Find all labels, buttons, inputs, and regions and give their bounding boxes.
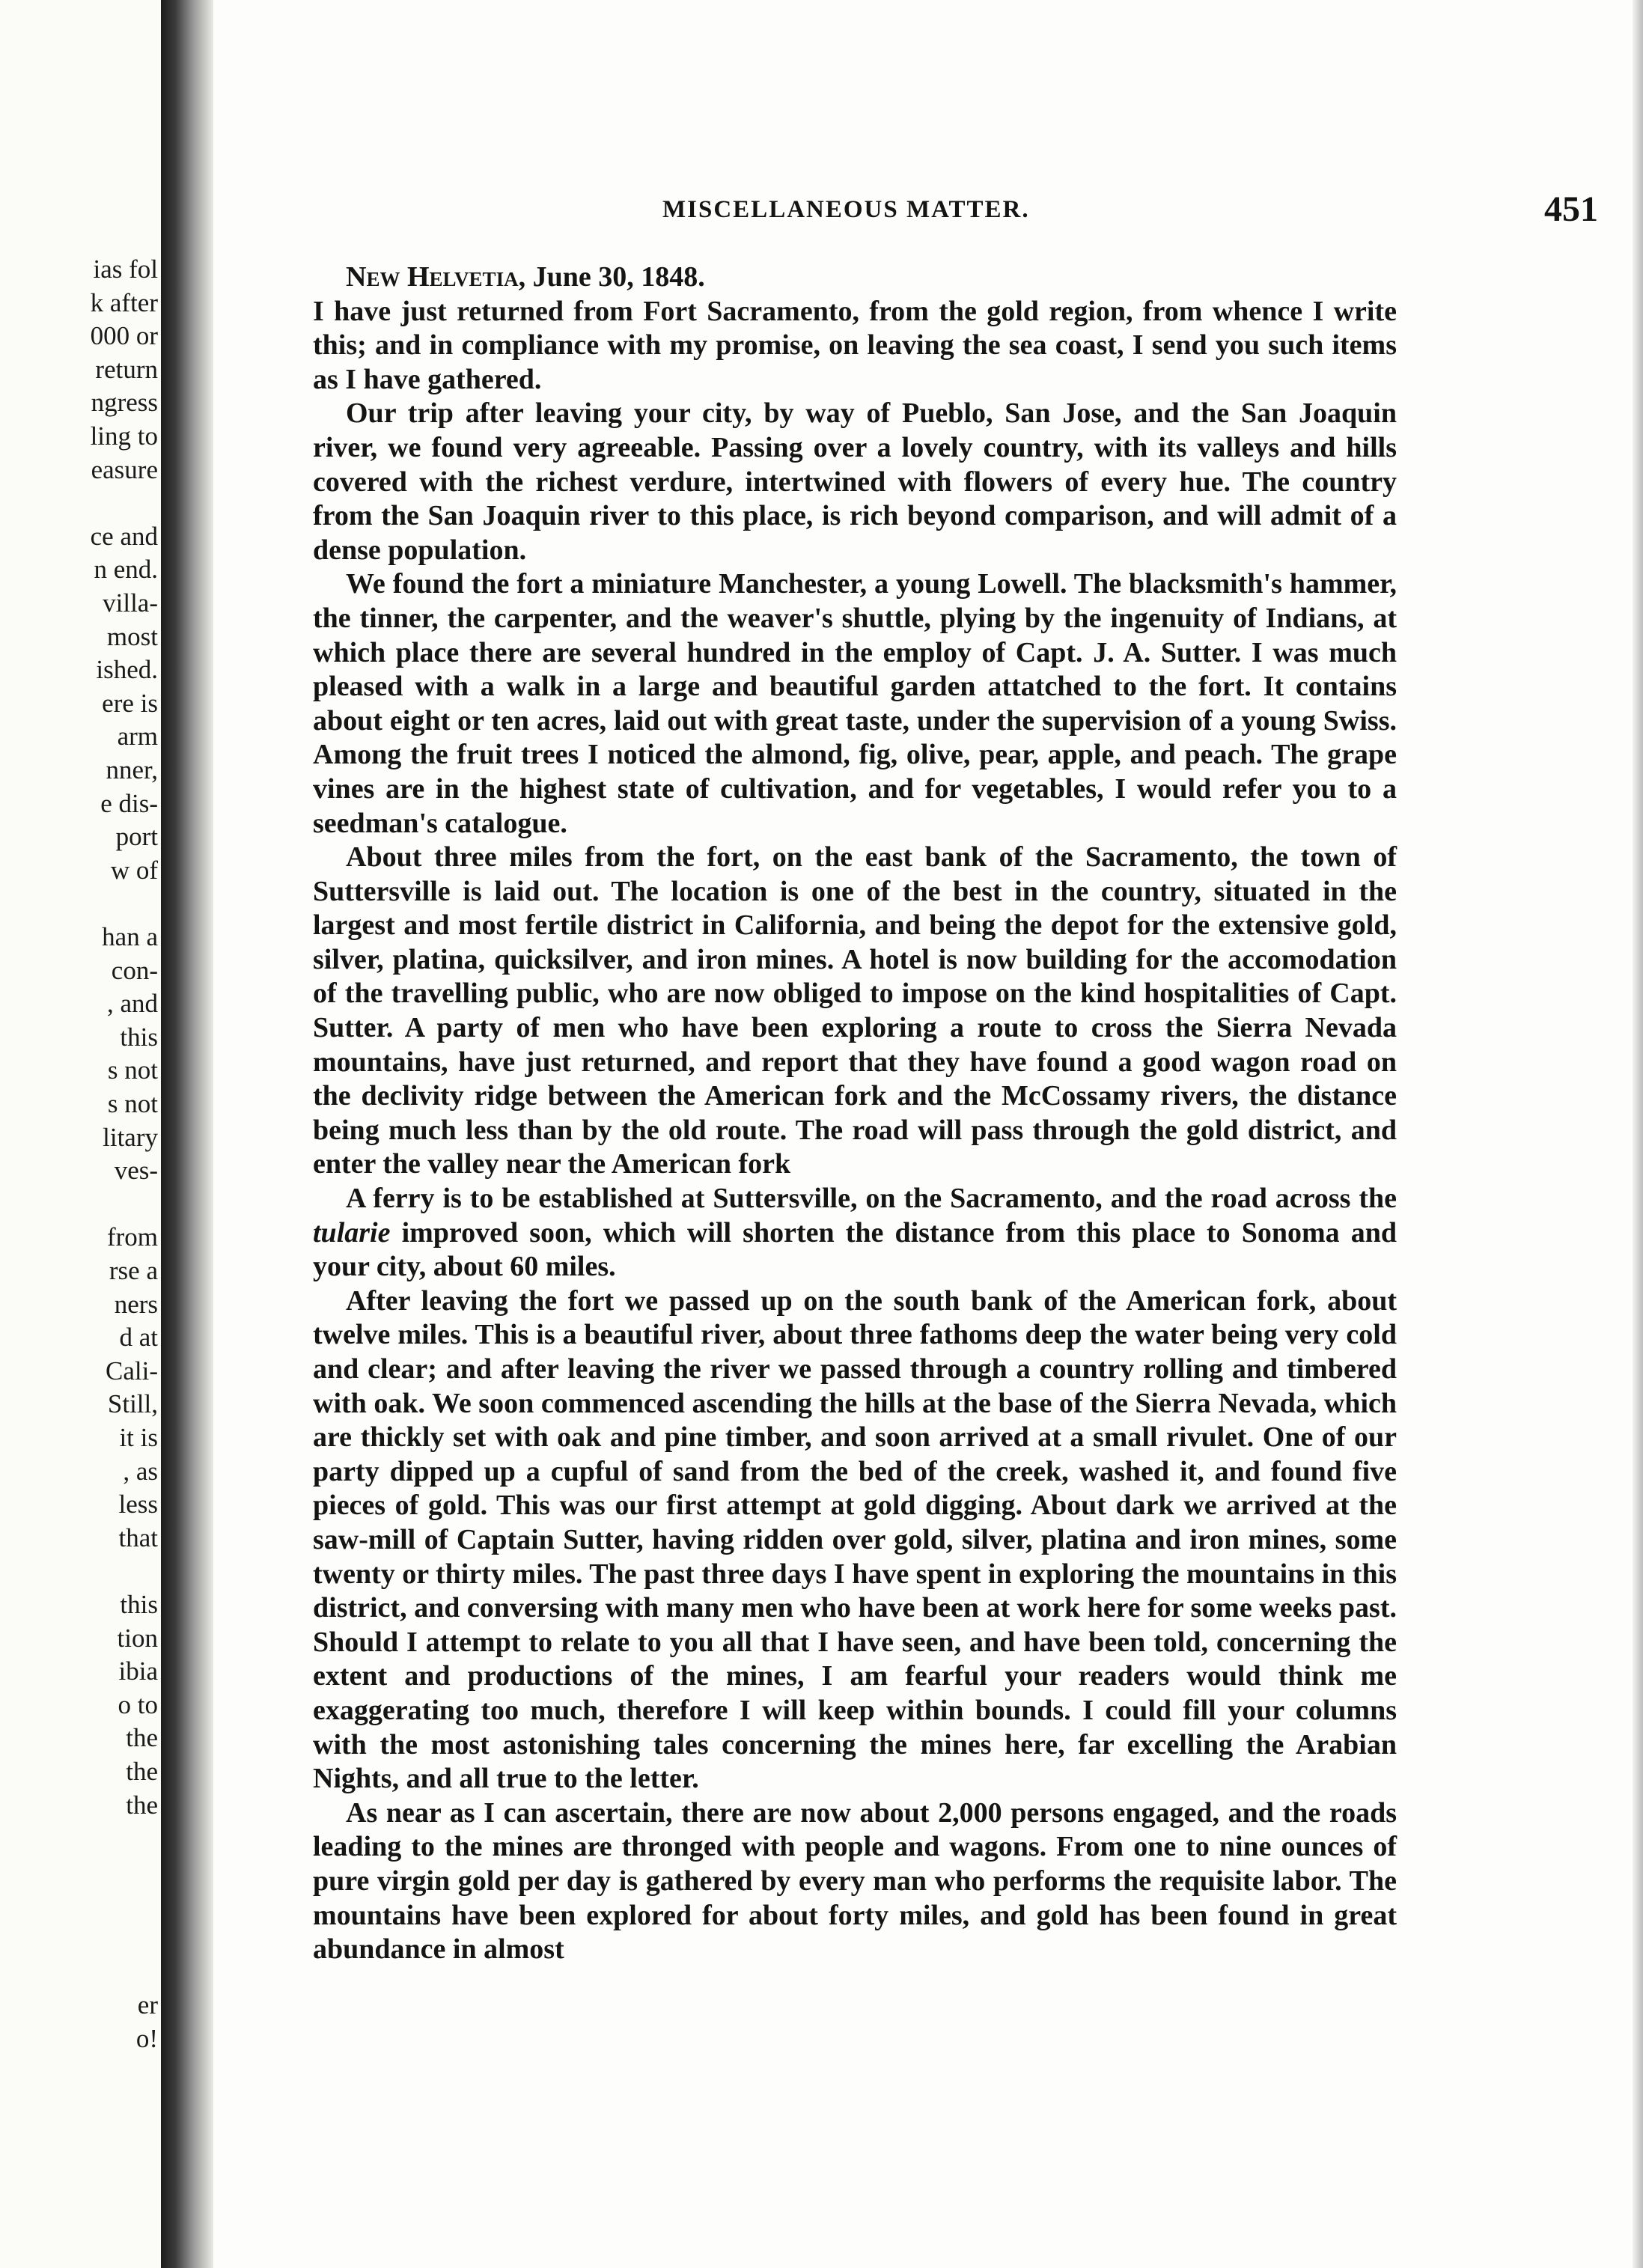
- margin-text-fragment: ners: [114, 1289, 158, 1319]
- margin-text-fragment: this: [120, 1590, 158, 1619]
- paragraph: Our trip after leaving your city, by way of Pueblo, San Jose, and the San Joaquin river, we found very agreeable. Passing over a lovely country, with its valleys and hills covered with the richest verdure, intertwined with flowers of every hue. The country from the San Joaquin river to this place, is rich beyond comparison, and will admit of a dense population.: [313, 397, 1397, 566]
- dateline-place: New Helvetia,: [346, 261, 526, 293]
- margin-text-fragment: Still,: [107, 1389, 158, 1419]
- margin-text-fragment: s not: [107, 1089, 158, 1118]
- running-head: MISCELLANEOUS MATTER.: [662, 196, 1030, 223]
- margin-text-fragment: o to: [118, 1689, 158, 1719]
- margin-text-fragment: ished.: [96, 655, 158, 685]
- margin-text-fragment: this: [120, 1022, 158, 1052]
- margin-text-fragment: tion: [117, 1623, 158, 1653]
- dateline: [313, 260, 1397, 295]
- margin-text-fragment: er: [137, 1990, 158, 2020]
- book-gutter-shadow: [161, 0, 213, 2268]
- margin-text-fragment: rse a: [109, 1256, 158, 1285]
- margin-text-fragment: ibia: [118, 1656, 158, 1686]
- margin-text-fragment: port: [115, 822, 158, 852]
- margin-text-fragment: ngress: [91, 388, 158, 418]
- paragraph: [313, 1182, 1397, 1284]
- margin-text-fragment: con-: [111, 955, 158, 985]
- margin-text-fragment: the: [126, 1790, 158, 1820]
- letter-body: [313, 260, 1397, 1967]
- margin-text-fragment: arm: [117, 722, 158, 752]
- paragraph-text: A ferry is to be established at Suttersville, on the Sacramento, and the road across the: [346, 1183, 1397, 1215]
- dateline-date: June 30, 1848.: [532, 261, 705, 293]
- paragraph: I have just returned from Fort Sacramento, from the gold region, from whence I write this; and in compliance with my promise, on leaving the sea coast, I send you such items as I have gathered.: [313, 295, 1397, 395]
- previous-page-fragment: [0, 0, 161, 2268]
- margin-text-fragment: return: [95, 354, 158, 384]
- margin-text-fragment: it is: [119, 1423, 158, 1452]
- margin-text-fragment: , and: [106, 989, 158, 1019]
- margin-text-fragment: han a: [102, 922, 158, 951]
- margin-text-fragment: that: [118, 1522, 158, 1552]
- margin-text-fragment: Cali-: [106, 1356, 158, 1386]
- margin-text-fragment: k after: [90, 287, 158, 317]
- margin-text-fragment: ere is: [102, 688, 158, 718]
- margin-text-fragment: s not: [107, 1055, 158, 1085]
- page-number: 451: [1544, 189, 1598, 229]
- paragraph: About three miles from the fort, on the east bank of the Sacramento, the town of Suttersville is laid out. The location is one of the best in the country, situated in the largest and most fertile district in California, and being the depot for the extensive gold, silver, platina, quicksilver, and iron mines. A hotel is now building for the accomodation of the travelling public, who are now obliged to impose on the kind hospitalities of Capt. Sutter. A party of men who have been exploring a route to cross the Sierra Nevada mountains, have just returned, and report that they have found a good wagon road on the declivity ridge between the American fork and the McCossamy rivers, the distance being much less than by the old route. The road will pass through the gold district, and enter the valley near the American fork: [313, 841, 1397, 1180]
- margin-text-fragment: 000 or: [90, 321, 158, 351]
- margin-text-fragment: the: [126, 1723, 158, 1753]
- margin-text-fragment: ias fol: [93, 254, 158, 284]
- paragraph: We found the fort a miniature Manchester, a young Lowell. The blacksmith's hammer, the tinner, the carpenter, and the weaver's shuttle, plying by the ingenuity of Indians, at which place there are several hundred in the employ of Capt. J. A. Sutter. I was much pleased with a walk in a large and beautiful garden attatched to the fort. It contains about eight or ten acres, laid out with great taste, under the supervision of a young Swiss. Among the fruit trees I noticed the almond, fig, olive, pear, apple, and peach. The grape vines are in the highest state of cultivation, and for vegetables, I would refer you to a seedman's catalogue.: [313, 568, 1397, 839]
- margin-text-fragment: o!: [135, 2023, 158, 2053]
- paragraph-text: improved soon, which will shorten the distance from this place to Sonoma and your city, about 60 miles.: [313, 1216, 1397, 1283]
- margin-text-fragment: ce and: [90, 521, 158, 551]
- margin-text-fragment: w of: [110, 855, 158, 885]
- margin-text-fragment: less: [118, 1490, 158, 1519]
- margin-text-fragment: , as: [123, 1456, 158, 1486]
- paragraph: After leaving the fort we passed up on the south bank of the American fork, about twelve miles. This is a beautiful river, about three fathoms deep the water being very cold and clear; and after leaving the river we passed through a country rolling and timbered with oak. We soon commenced ascending the hills at the base of the Sierra Nevada, which are thickly set with oak and pine timber, and soon arrived at a small rivulet. One of our party dipped up a cupful of sand from the bed of the creek, washed it, and found five pieces of gold. This was our first attempt at gold digging. About dark we arrived at the saw-mill of Captain Sutter, having ridden over gold, silver, platina and iron mines, some twenty or thirty miles. The past three days I have spent in exploring the mountains in this district, and conversing with many men who have been at work here for some weeks past. Should I attempt to relate to you all that I have seen, and have been told, concerning the extent and productions of the mines, I am fearful your readers would think me exaggerating too much, therefore I will keep within bounds. I could fill your columns with the most astonishing tales concerning the mines here, far excelling the Arabian Nights, and all true to the letter.: [313, 1284, 1397, 1795]
- margin-text-fragment: the: [126, 1757, 158, 1786]
- margin-text-fragment: villa-: [103, 588, 158, 618]
- margin-text-fragment: ves-: [114, 1156, 158, 1186]
- margin-text-fragment: d at: [119, 1323, 158, 1353]
- margin-text-fragment: n end.: [94, 555, 158, 585]
- margin-text-fragment: most: [106, 621, 158, 651]
- italic-term: tularie: [313, 1216, 391, 1249]
- margin-text-fragment: from: [106, 1222, 158, 1252]
- margin-text-fragment: nner,: [106, 755, 158, 784]
- book-page: [213, 0, 1643, 2268]
- paragraph: As near as I can ascertain, there are now about 2,000 persons engaged, and the roads leading to the mines are thronged with people and wagons. From one to nine ounces of pure virgin gold per day is gathered by every man who performs the requisite labor. The mountains have been explored for about forty miles, and gold has been found in great abundance in almost: [313, 1796, 1397, 1966]
- margin-text-fragment: e dis-: [100, 788, 158, 818]
- margin-text-fragment: ling to: [90, 421, 158, 451]
- margin-text-fragment: litary: [103, 1122, 158, 1152]
- margin-text-fragment: easure: [91, 454, 158, 484]
